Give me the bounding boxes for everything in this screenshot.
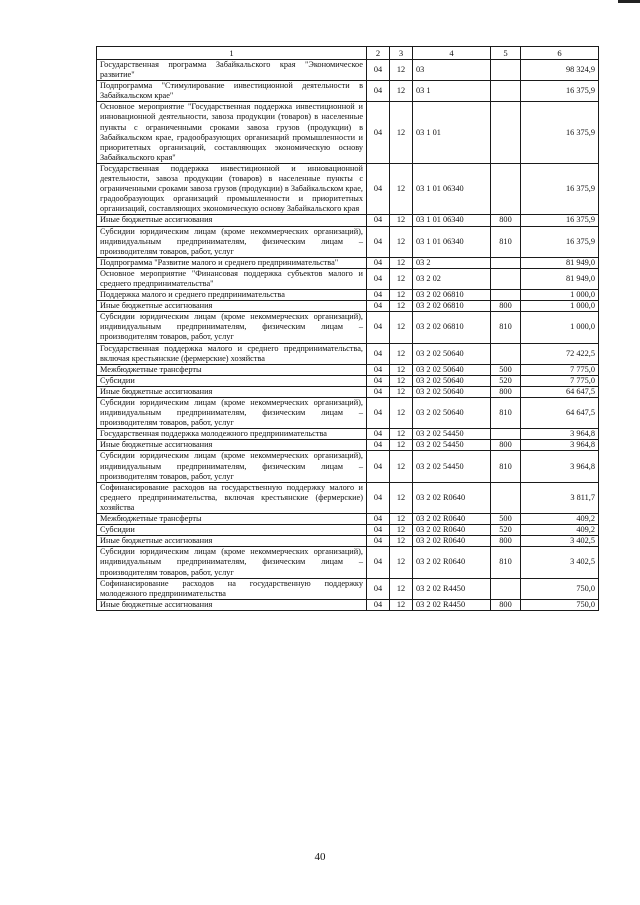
row-program-code-cell: 03 1 01 bbox=[413, 102, 491, 164]
row-section-cell: 04 bbox=[367, 599, 390, 610]
column-header-amount: 6 bbox=[521, 47, 599, 60]
column-header-expense-type: 5 bbox=[491, 47, 521, 60]
row-expense-type-cell: 810 bbox=[491, 226, 521, 257]
row-section-cell: 04 bbox=[367, 482, 390, 513]
row-name-cell: Межбюджетные трансферты bbox=[97, 514, 367, 525]
row-program-code-cell: 03 2 02 50640 bbox=[413, 398, 491, 429]
row-program-code-cell: 03 2 bbox=[413, 257, 491, 268]
row-amount-cell: 81 949,0 bbox=[521, 257, 599, 268]
row-expense-type-cell: 810 bbox=[491, 547, 521, 578]
column-header-name: 1 bbox=[97, 47, 367, 60]
row-amount-cell: 16 375,9 bbox=[521, 81, 599, 102]
row-subsection-cell: 12 bbox=[390, 599, 413, 610]
row-section-cell: 04 bbox=[367, 312, 390, 343]
row-subsection-cell: 12 bbox=[390, 386, 413, 397]
table-row bbox=[97, 398, 599, 429]
row-name-cell: Субсидии bbox=[97, 525, 367, 536]
row-name-cell: Софинансирование расходов на государственную поддержку молодежного предпринимательства bbox=[97, 578, 367, 599]
row-expense-type-cell bbox=[491, 343, 521, 364]
row-section-cell: 04 bbox=[367, 290, 390, 301]
row-name-cell: Субсидии юридическим лицам (кроме некоммерческих организаций), индивидуальным предпринимателям, физическим лицам – производителям товаров, работ, услуг bbox=[97, 547, 367, 578]
budget-allocation-table bbox=[96, 46, 599, 611]
row-subsection-cell: 12 bbox=[390, 451, 413, 482]
row-amount-cell: 16 375,9 bbox=[521, 226, 599, 257]
table-row bbox=[97, 290, 599, 301]
row-section-cell: 04 bbox=[367, 226, 390, 257]
row-name-cell: Иные бюджетные ассигнования bbox=[97, 215, 367, 226]
row-subsection-cell: 12 bbox=[390, 215, 413, 226]
table-row bbox=[97, 301, 599, 312]
row-program-code-cell: 03 2 02 06810 bbox=[413, 312, 491, 343]
row-amount-cell: 409,2 bbox=[521, 514, 599, 525]
row-program-code-cell: 03 2 02 50640 bbox=[413, 364, 491, 375]
row-expense-type-cell bbox=[491, 60, 521, 81]
row-expense-type-cell: 800 bbox=[491, 536, 521, 547]
row-section-cell: 04 bbox=[367, 440, 390, 451]
table-row bbox=[97, 257, 599, 268]
row-subsection-cell: 12 bbox=[390, 268, 413, 289]
row-program-code-cell: 03 2 02 06810 bbox=[413, 290, 491, 301]
row-section-cell: 04 bbox=[367, 398, 390, 429]
row-expense-type-cell: 810 bbox=[491, 398, 521, 429]
row-amount-cell: 98 324,9 bbox=[521, 60, 599, 81]
row-amount-cell: 81 949,0 bbox=[521, 268, 599, 289]
column-number-row bbox=[97, 47, 599, 60]
row-program-code-cell: 03 2 02 06810 bbox=[413, 301, 491, 312]
table-row bbox=[97, 514, 599, 525]
row-program-code-cell: 03 2 02 R0640 bbox=[413, 536, 491, 547]
table-row bbox=[97, 578, 599, 599]
table-row bbox=[97, 226, 599, 257]
table-row bbox=[97, 429, 599, 440]
row-name-cell: Иные бюджетные ассигнования bbox=[97, 301, 367, 312]
row-expense-type-cell bbox=[491, 257, 521, 268]
row-amount-cell: 16 375,9 bbox=[521, 102, 599, 164]
table-row bbox=[97, 163, 599, 214]
row-section-cell: 04 bbox=[367, 301, 390, 312]
row-section-cell: 04 bbox=[367, 257, 390, 268]
row-section-cell: 04 bbox=[367, 536, 390, 547]
row-expense-type-cell: 800 bbox=[491, 440, 521, 451]
row-section-cell: 04 bbox=[367, 514, 390, 525]
row-name-cell: Субсидии юридическим лицам (кроме некоммерческих организаций), индивидуальным предпринимателям, физическим лицам – производителям товаров, работ, услуг bbox=[97, 398, 367, 429]
row-subsection-cell: 12 bbox=[390, 312, 413, 343]
row-name-cell: Иные бюджетные ассигнования bbox=[97, 536, 367, 547]
row-subsection-cell: 12 bbox=[390, 578, 413, 599]
row-subsection-cell: 12 bbox=[390, 163, 413, 214]
row-program-code-cell: 03 2 02 50640 bbox=[413, 343, 491, 364]
row-expense-type-cell: 800 bbox=[491, 599, 521, 610]
row-name-cell: Иные бюджетные ассигнования bbox=[97, 599, 367, 610]
row-expense-type-cell bbox=[491, 81, 521, 102]
row-program-code-cell: 03 bbox=[413, 60, 491, 81]
row-subsection-cell: 12 bbox=[390, 290, 413, 301]
row-section-cell: 04 bbox=[367, 102, 390, 164]
table-row bbox=[97, 599, 599, 610]
row-amount-cell: 1 000,0 bbox=[521, 290, 599, 301]
row-subsection-cell: 12 bbox=[390, 482, 413, 513]
row-subsection-cell: 12 bbox=[390, 398, 413, 429]
table-row bbox=[97, 482, 599, 513]
row-subsection-cell: 12 bbox=[390, 60, 413, 81]
row-section-cell: 04 bbox=[367, 60, 390, 81]
row-amount-cell: 64 647,5 bbox=[521, 386, 599, 397]
table-row bbox=[97, 536, 599, 547]
row-section-cell: 04 bbox=[367, 547, 390, 578]
table-row bbox=[97, 440, 599, 451]
row-amount-cell: 409,2 bbox=[521, 525, 599, 536]
table-row bbox=[97, 102, 599, 164]
row-subsection-cell: 12 bbox=[390, 81, 413, 102]
row-section-cell: 04 bbox=[367, 375, 390, 386]
row-subsection-cell: 12 bbox=[390, 547, 413, 578]
row-amount-cell: 3 402,5 bbox=[521, 536, 599, 547]
row-amount-cell: 1 000,0 bbox=[521, 301, 599, 312]
row-subsection-cell: 12 bbox=[390, 536, 413, 547]
row-amount-cell: 64 647,5 bbox=[521, 398, 599, 429]
row-expense-type-cell bbox=[491, 429, 521, 440]
row-amount-cell: 72 422,5 bbox=[521, 343, 599, 364]
row-subsection-cell: 12 bbox=[390, 375, 413, 386]
row-amount-cell: 3 964,8 bbox=[521, 440, 599, 451]
row-expense-type-cell: 800 bbox=[491, 215, 521, 226]
row-expense-type-cell: 500 bbox=[491, 364, 521, 375]
row-program-code-cell: 03 2 02 50640 bbox=[413, 375, 491, 386]
row-program-code-cell: 03 2 02 bbox=[413, 268, 491, 289]
row-name-cell: Основное мероприятие "Государственная поддержка инвестиционной и инновационной деятельности, завоза продукции (товаров) в населенные пункты с ограниченными сроками завоза грузов (продукции) в Забайкальском крае, градообразующих организаций промышленности и приоритетных организаций, составляющих экономическую основу Забайкальского края" bbox=[97, 102, 367, 164]
row-expense-type-cell: 800 bbox=[491, 386, 521, 397]
row-program-code-cell: 03 2 02 R0640 bbox=[413, 482, 491, 513]
scan-corner-mark bbox=[618, 0, 640, 3]
row-name-cell: Иные бюджетные ассигнования bbox=[97, 440, 367, 451]
row-section-cell: 04 bbox=[367, 215, 390, 226]
table-row bbox=[97, 386, 599, 397]
row-program-code-cell: 03 2 02 R0640 bbox=[413, 525, 491, 536]
row-program-code-cell: 03 1 bbox=[413, 81, 491, 102]
row-subsection-cell: 12 bbox=[390, 301, 413, 312]
row-section-cell: 04 bbox=[367, 451, 390, 482]
row-amount-cell: 16 375,9 bbox=[521, 215, 599, 226]
row-name-cell: Межбюджетные трансферты bbox=[97, 364, 367, 375]
row-amount-cell: 7 775,0 bbox=[521, 375, 599, 386]
table-row bbox=[97, 525, 599, 536]
row-expense-type-cell: 810 bbox=[491, 451, 521, 482]
column-header-program-code: 4 bbox=[413, 47, 491, 60]
row-amount-cell: 750,0 bbox=[521, 578, 599, 599]
row-subsection-cell: 12 bbox=[390, 102, 413, 164]
row-section-cell: 04 bbox=[367, 578, 390, 599]
row-name-cell: Государственная поддержка малого и среднего предпринимательства, включая крестьянские (фермерские) хозяйства bbox=[97, 343, 367, 364]
column-header-subsection: 3 bbox=[390, 47, 413, 60]
row-program-code-cell: 03 1 01 06340 bbox=[413, 215, 491, 226]
table-row bbox=[97, 268, 599, 289]
row-subsection-cell: 12 bbox=[390, 514, 413, 525]
row-name-cell: Субсидии юридическим лицам (кроме некоммерческих организаций), индивидуальным предпринимателям, физическим лицам – производителям товаров, работ, услуг bbox=[97, 226, 367, 257]
table-row bbox=[97, 60, 599, 81]
row-amount-cell: 3 402,5 bbox=[521, 547, 599, 578]
row-expense-type-cell: 810 bbox=[491, 312, 521, 343]
row-program-code-cell: 03 2 02 R0640 bbox=[413, 514, 491, 525]
table-row bbox=[97, 312, 599, 343]
row-amount-cell: 1 000,0 bbox=[521, 312, 599, 343]
column-header-section: 2 bbox=[367, 47, 390, 60]
row-name-cell: Государственная поддержка молодежного предпринимательства bbox=[97, 429, 367, 440]
table-row bbox=[97, 547, 599, 578]
row-amount-cell: 750,0 bbox=[521, 599, 599, 610]
row-amount-cell: 3 964,8 bbox=[521, 451, 599, 482]
page-number: 40 bbox=[314, 851, 326, 863]
row-program-code-cell: 03 2 02 54450 bbox=[413, 440, 491, 451]
row-subsection-cell: 12 bbox=[390, 226, 413, 257]
row-section-cell: 04 bbox=[367, 429, 390, 440]
row-section-cell: 04 bbox=[367, 364, 390, 375]
row-name-cell: Поддержка малого и среднего предпринимательства bbox=[97, 290, 367, 301]
row-subsection-cell: 12 bbox=[390, 525, 413, 536]
table-row bbox=[97, 364, 599, 375]
row-name-cell: Иные бюджетные ассигнования bbox=[97, 386, 367, 397]
row-subsection-cell: 12 bbox=[390, 364, 413, 375]
row-amount-cell: 16 375,9 bbox=[521, 163, 599, 214]
row-expense-type-cell bbox=[491, 268, 521, 289]
row-subsection-cell: 12 bbox=[390, 429, 413, 440]
row-program-code-cell: 03 2 02 R0640 bbox=[413, 547, 491, 578]
row-section-cell: 04 bbox=[367, 525, 390, 536]
row-expense-type-cell bbox=[491, 163, 521, 214]
row-program-code-cell: 03 2 02 54450 bbox=[413, 451, 491, 482]
row-subsection-cell: 12 bbox=[390, 343, 413, 364]
row-program-code-cell: 03 2 02 R4450 bbox=[413, 599, 491, 610]
row-amount-cell: 3 964,8 bbox=[521, 429, 599, 440]
row-name-cell: Государственная поддержка инвестиционной и инновационной деятельности, завоза продукции (товаров) в населенные пункты с ограниченными сроками завоза грузов (продукции) в Забайкальском крае, градообразующих организаций промышленности и приоритетных организаций, составляющих экономическую основу Забайкальского края bbox=[97, 163, 367, 214]
row-program-code-cell: 03 2 02 54450 bbox=[413, 429, 491, 440]
table-row bbox=[97, 81, 599, 102]
table-row bbox=[97, 343, 599, 364]
row-amount-cell: 7 775,0 bbox=[521, 364, 599, 375]
row-name-cell: Подпрограмма "Стимулирование инвестиционной деятельности в Забайкальском крае" bbox=[97, 81, 367, 102]
row-section-cell: 04 bbox=[367, 343, 390, 364]
row-expense-type-cell bbox=[491, 578, 521, 599]
row-expense-type-cell: 500 bbox=[491, 514, 521, 525]
table-row bbox=[97, 375, 599, 386]
row-name-cell: Субсидии bbox=[97, 375, 367, 386]
row-name-cell: Софинансирование расходов на государственную поддержку малого и среднего предпринимательства, включая крестьянские (фермерские) хозяйства bbox=[97, 482, 367, 513]
row-name-cell: Субсидии юридическим лицам (кроме некоммерческих организаций), индивидуальным предпринимателям, физическим лицам – производителям товаров, работ, услуг bbox=[97, 312, 367, 343]
row-program-code-cell: 03 2 02 50640 bbox=[413, 386, 491, 397]
row-name-cell: Подпрограмма "Развитие малого и среднего предпринимательства" bbox=[97, 257, 367, 268]
table-body bbox=[97, 60, 599, 611]
row-program-code-cell: 03 2 02 R4450 bbox=[413, 578, 491, 599]
table-row bbox=[97, 215, 599, 226]
row-amount-cell: 3 811,7 bbox=[521, 482, 599, 513]
row-expense-type-cell: 520 bbox=[491, 375, 521, 386]
row-program-code-cell: 03 1 01 06340 bbox=[413, 226, 491, 257]
row-subsection-cell: 12 bbox=[390, 257, 413, 268]
row-name-cell: Основное мероприятие "Финансовая поддержка субъектов малого и среднего предпринимательства" bbox=[97, 268, 367, 289]
row-section-cell: 04 bbox=[367, 268, 390, 289]
row-expense-type-cell bbox=[491, 102, 521, 164]
row-section-cell: 04 bbox=[367, 386, 390, 397]
row-section-cell: 04 bbox=[367, 163, 390, 214]
row-expense-type-cell bbox=[491, 482, 521, 513]
row-program-code-cell: 03 1 01 06340 bbox=[413, 163, 491, 214]
row-subsection-cell: 12 bbox=[390, 440, 413, 451]
row-expense-type-cell: 800 bbox=[491, 301, 521, 312]
table-header bbox=[97, 47, 599, 60]
row-expense-type-cell: 520 bbox=[491, 525, 521, 536]
row-name-cell: Государственная программа Забайкальского края "Экономическое развитие" bbox=[97, 60, 367, 81]
row-name-cell: Субсидии юридическим лицам (кроме некоммерческих организаций), индивидуальным предпринимателям, физическим лицам – производителям товаров, работ, услуг bbox=[97, 451, 367, 482]
row-section-cell: 04 bbox=[367, 81, 390, 102]
table-row bbox=[97, 451, 599, 482]
row-expense-type-cell bbox=[491, 290, 521, 301]
